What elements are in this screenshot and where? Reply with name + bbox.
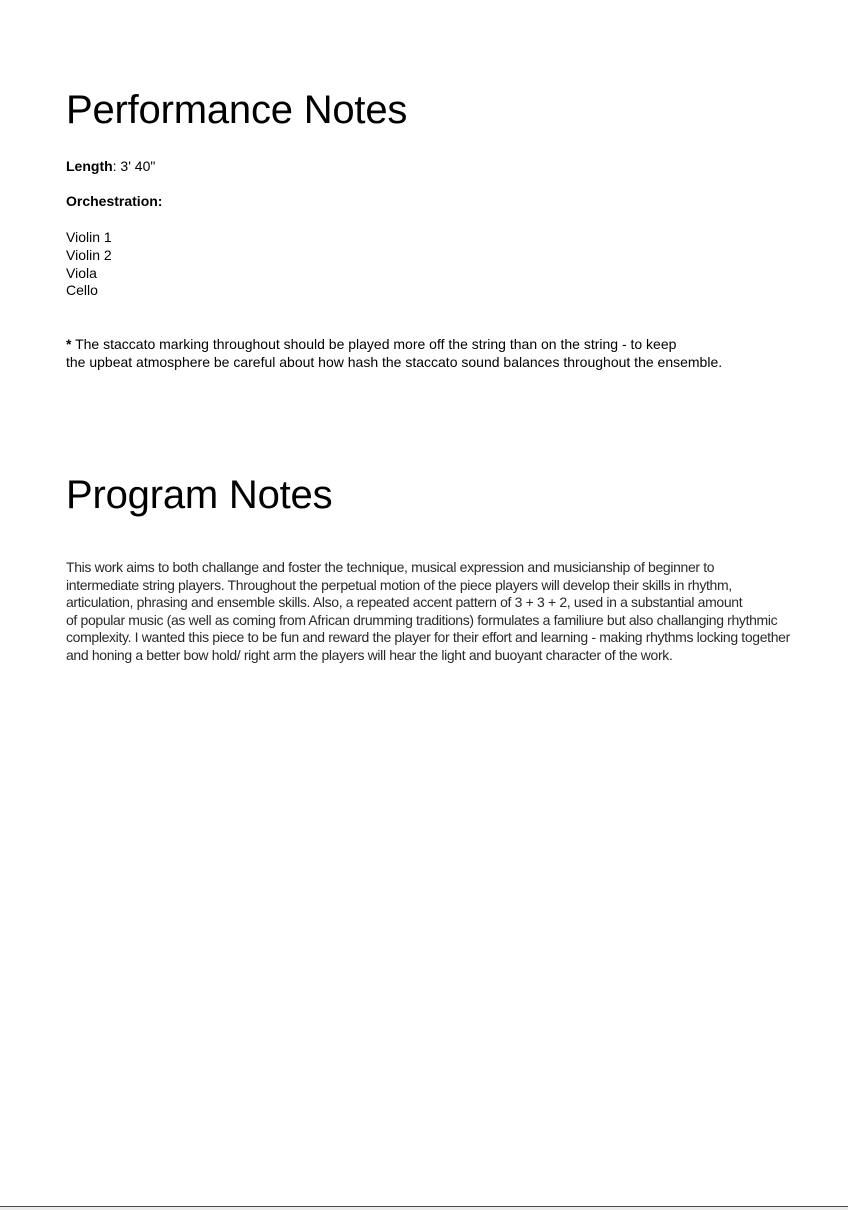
length-line	[66, 158, 155, 176]
program-line: This work aims to both challange and foster the technique, musical expression and musicianship of beginner to	[66, 559, 715, 575]
program-notes-text	[66, 559, 790, 665]
performance-notes-heading: Performance Notes	[66, 88, 408, 132]
instrument-list	[66, 229, 112, 300]
staccato-note	[66, 335, 722, 371]
instrument-item: Violin 1	[66, 229, 112, 245]
program-line: and honing a better bow hold/ right arm the players will hear the light and buoyant character of the work.	[66, 646, 673, 663]
staccato-text-1: The staccato marking throughout should be played more off the string than on the string - to keep	[71, 336, 677, 352]
length-label: Length	[66, 158, 113, 174]
program-line: intermediate string players. Throughout the perpetual motion of the piece players will develop their skills in rhythm,	[66, 576, 732, 593]
instrument-item: Cello	[66, 282, 98, 299]
staccato-note-line-2: the upbeat atmosphere be careful about how hash the staccato sound balances throughout the ensemble.	[66, 354, 723, 370]
staccato-marker: *	[66, 336, 72, 352]
orchestration-label: Orchestration:	[66, 193, 163, 209]
length-value: : 3' 40"	[112, 158, 156, 174]
program-line: complexity. I wanted this piece to be fun and reward the player for their effort and learning - making rhythms locking together	[66, 629, 790, 646]
instrument-item: Violin 2	[66, 246, 112, 263]
program-line: articulation, phrasing and ensemble skills. Also, a repeated accent pattern of 3 + 3 + 2, used in a substantial amount	[66, 594, 743, 611]
program-notes-heading: Program Notes	[66, 473, 333, 517]
page-bottom-border	[0, 1206, 848, 1210]
program-line: of popular music (as well as coming from African drumming traditions) formulates a familiure but also challanging rhythmic	[66, 611, 778, 628]
instrument-item: Viola	[66, 264, 97, 281]
staccato-note-line-1	[66, 335, 722, 353]
